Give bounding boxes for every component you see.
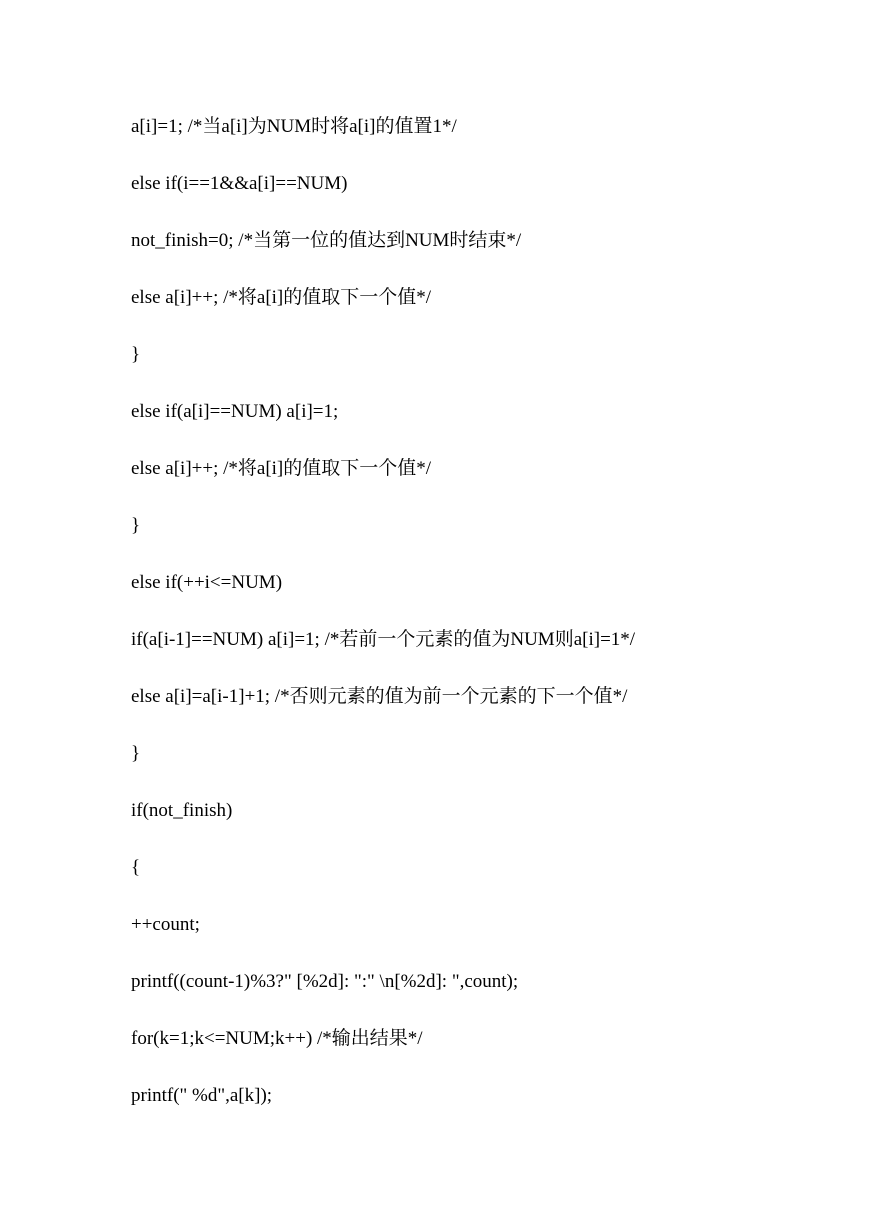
code-line: { [131,857,141,878]
code-line: a[i]=1; /*当a[i]为NUM时将a[i]的值置1*/ [131,116,457,137]
code-line: } [131,515,141,536]
code-line: else if(a[i]==NUM) a[i]=1; [131,401,339,422]
code-block [131,113,831,1139]
code-line: if(not_finish) [131,800,233,821]
code-line: printf((count-1)%3?" [%2d]: ":" \n[%2d]: ",count); [131,971,519,992]
code-line: if(a[i-1]==NUM) a[i]=1; /*若前一个元素的值为NUM则a[i]=1*/ [131,629,636,650]
code-line: for(k=1;k<=NUM;k++) /*输出结果*/ [131,1028,423,1049]
code-line: ++count; [131,914,200,935]
code-line: else a[i]=a[i-1]+1; /*否则元素的值为前一个元素的下一个值*/ [131,686,628,707]
code-line: } [131,743,141,764]
code-line: printf(" %d",a[k]); [131,1085,273,1106]
code-line: } [131,344,141,365]
code-line: else a[i]++; /*将a[i]的值取下一个值*/ [131,458,432,479]
code-line: else a[i]++; /*将a[i]的值取下一个值*/ [131,287,432,308]
code-line: else if(i==1&&a[i]==NUM) [131,173,348,194]
code-line: else if(++i<=NUM) [131,572,283,593]
code-line: not_finish=0; /*当第一位的值达到NUM时结束*/ [131,230,522,251]
